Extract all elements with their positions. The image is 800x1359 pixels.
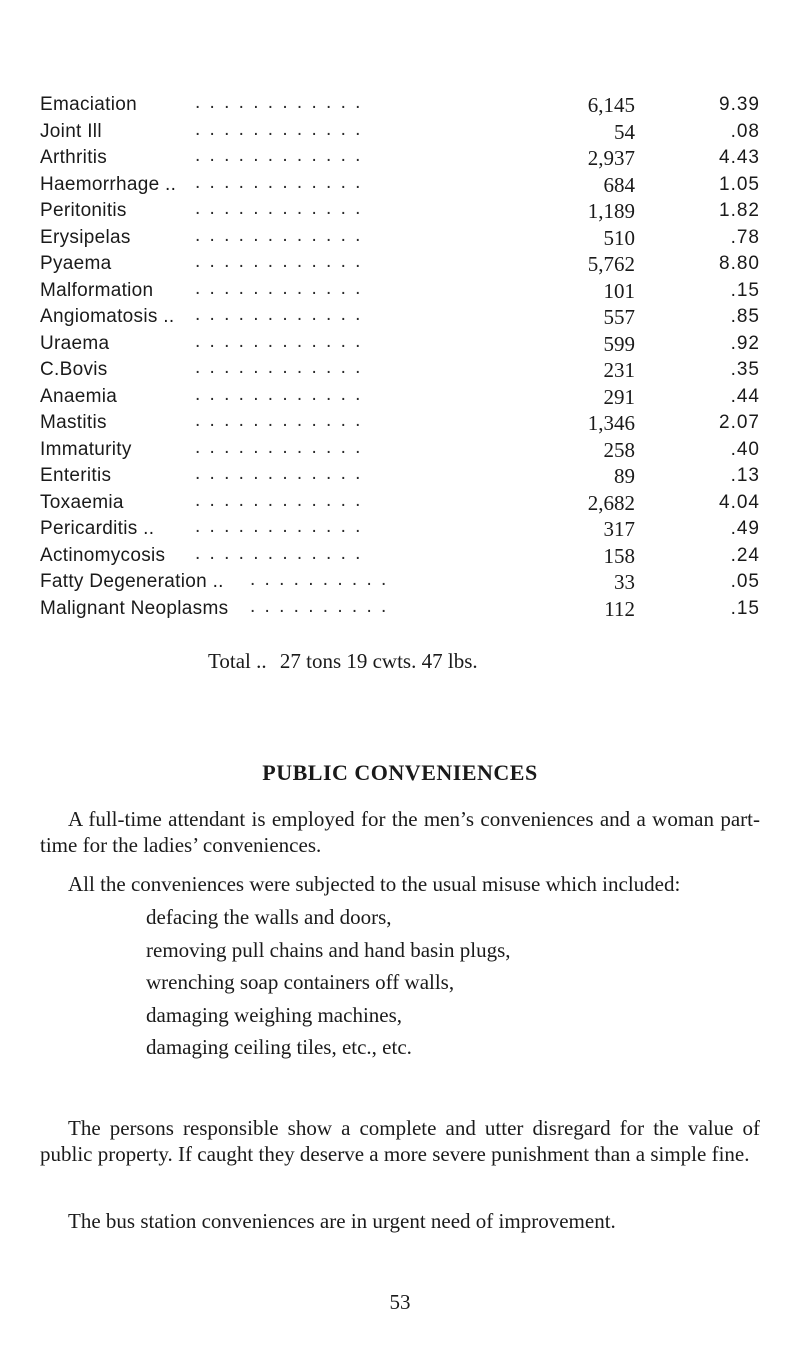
- leader-dots: . . . . . . . . . . . .: [195, 118, 363, 140]
- disease-name: Peritonitis: [40, 200, 127, 221]
- leader-dots: . . . . . . . . . . . .: [195, 198, 363, 219]
- case-percent: .15: [730, 597, 760, 619]
- paragraph-responsibility: The persons responsible show a complete and utter disregard for the value of public property. If caught they deserve a more severe punishment than a simple fine.: [40, 1116, 760, 1166]
- paragraph-bus-station: The bus station conveniences are in urgent need of improvement.: [68, 1209, 616, 1233]
- case-percent: .24: [730, 544, 760, 566]
- case-percent: 8.80: [719, 253, 760, 274]
- case-count: 6,145: [587, 93, 635, 117]
- leader-dots: . . . . . . . . . .: [250, 595, 389, 617]
- disease-name: Uraema: [40, 332, 110, 354]
- disease-name: Immaturity: [40, 438, 132, 460]
- case-percent: .44: [730, 385, 760, 407]
- case-count: 1,346: [587, 411, 635, 435]
- case-percent: 4.04: [719, 491, 760, 513]
- disease-table: [40, 92, 760, 622]
- table-row: [40, 304, 760, 331]
- case-count: 33: [614, 570, 635, 594]
- table-row: [40, 569, 760, 596]
- list-item: damaging ceiling tiles, etc., etc.: [146, 1035, 412, 1059]
- case-percent: .49: [730, 518, 760, 539]
- leader-dots: . . . . . . . . . . . .: [195, 277, 363, 299]
- case-count: 89: [614, 464, 635, 488]
- case-count: 101: [603, 278, 635, 303]
- list-item: damaging weighing machines,: [146, 1002, 403, 1027]
- case-count: 317: [603, 517, 635, 541]
- case-percent: .08: [730, 120, 760, 142]
- disease-name: Joint Ill: [40, 120, 102, 142]
- leader-dots: . . . . . . . . . . . .: [195, 251, 363, 272]
- misuse-list: [146, 901, 511, 1064]
- disease-name: Erysipelas: [40, 226, 131, 248]
- table-row: [40, 596, 760, 623]
- case-percent: 2.07: [719, 412, 760, 433]
- total-row: [208, 649, 486, 674]
- disease-name: Fatty Degeneration ..: [40, 571, 224, 592]
- leader-dots: . . . . . . . . . . . .: [195, 357, 363, 378]
- disease-name: Pyaema: [40, 253, 112, 274]
- table-row: [40, 198, 760, 225]
- case-count: 54: [614, 119, 635, 144]
- table-row: [40, 92, 760, 119]
- case-count: 1,189: [587, 199, 635, 223]
- table-row: [40, 490, 760, 517]
- leader-dots: . . . . . . . . . .: [250, 569, 389, 590]
- case-percent: .15: [730, 279, 760, 301]
- disease-name: Haemorrhage ..: [40, 173, 177, 195]
- leader-dots: . . . . . . . . . . . .: [195, 516, 363, 537]
- case-percent: 9.39: [719, 94, 760, 115]
- disease-name: Emaciation: [40, 94, 137, 115]
- case-percent: .13: [730, 465, 760, 486]
- case-percent: 1.05: [719, 173, 760, 195]
- disease-name: C.Bovis: [40, 359, 108, 380]
- disease-name: Malformation: [40, 279, 154, 301]
- leader-dots: . . . . . . . . . . . .: [195, 145, 363, 166]
- disease-name: Malignant Neoplasms: [40, 597, 229, 619]
- table-row: [40, 172, 760, 199]
- disease-name: Actinomycosis: [40, 544, 166, 566]
- list-item: defacing the walls and doors,: [146, 905, 392, 929]
- case-count: 112: [604, 596, 635, 621]
- disease-name: Mastitis: [40, 412, 107, 433]
- leader-dots: . . . . . . . . . . . .: [195, 436, 363, 458]
- leader-dots: . . . . . . . . . . . .: [195, 92, 363, 113]
- leader-dots: . . . . . . . . . . . .: [195, 304, 363, 325]
- case-count: 5,762: [587, 252, 635, 276]
- disease-name: Arthritis: [40, 147, 108, 168]
- leader-dots: . . . . . . . . . . . .: [195, 410, 363, 431]
- table-row: [40, 119, 760, 146]
- case-count: 684: [603, 172, 635, 197]
- leader-dots: . . . . . . . . . . . .: [195, 489, 363, 511]
- table-row: [40, 543, 760, 570]
- table-row: [40, 384, 760, 411]
- total-value: 27 tons 19 cwts. 47 lbs.: [279, 649, 478, 673]
- case-percent: .78: [730, 226, 760, 248]
- leader-dots: . . . . . . . . . . . .: [195, 224, 363, 246]
- case-percent: .92: [730, 332, 760, 354]
- leader-dots: . . . . . . . . . . . .: [195, 463, 363, 484]
- disease-name: Toxaemia: [40, 491, 124, 513]
- disease-name: Anaemia: [40, 385, 118, 407]
- table-row: [40, 225, 760, 252]
- table-row: [40, 410, 760, 437]
- case-count: 510: [603, 225, 635, 250]
- table-row: [40, 278, 760, 305]
- list-item: removing pull chains and hand basin plugs,: [146, 937, 511, 962]
- disease-name: Enteritis: [40, 465, 112, 486]
- case-percent: .85: [730, 306, 760, 327]
- section-heading: PUBLIC CONVENIENCES: [262, 760, 538, 785]
- case-percent: .35: [730, 359, 760, 380]
- case-percent: .40: [730, 438, 760, 460]
- case-count: 2,937: [587, 146, 635, 170]
- paragraph-misuse-intro: All the conveniences were subjected to the usual misuse which included:: [68, 872, 681, 896]
- case-count: 2,682: [587, 490, 635, 515]
- table-row: [40, 463, 760, 490]
- table-row: [40, 145, 760, 172]
- table-row: [40, 357, 760, 384]
- case-count: 258: [603, 437, 635, 462]
- case-percent: .05: [730, 571, 760, 592]
- case-count: 231: [603, 358, 635, 382]
- table-row: [40, 331, 760, 358]
- paragraph-attendants: A full-time attendant is employed for the men’s conveniences and a woman part-time for the ladies’ conveniences.: [40, 807, 760, 857]
- leader-dots: . . . . . . . . . . . .: [195, 330, 363, 352]
- leader-dots: . . . . . . . . . . . .: [195, 171, 363, 193]
- case-count: 158: [603, 543, 635, 568]
- case-count: 557: [603, 305, 635, 329]
- leader-dots: . . . . . . . . . . . .: [195, 383, 363, 405]
- case-percent: 4.43: [719, 147, 760, 168]
- table-row: [40, 251, 760, 278]
- case-percent: 1.82: [719, 200, 760, 221]
- disease-name: Angiomatosis ..: [40, 306, 175, 327]
- table-row: [40, 516, 760, 543]
- total-label: Total ..: [208, 649, 267, 673]
- page-number: 53: [389, 1290, 411, 1314]
- case-count: 291: [603, 384, 635, 409]
- list-item: wrenching soap containers off walls,: [146, 970, 455, 994]
- leader-dots: . . . . . . . . . . . .: [195, 542, 363, 564]
- table-row: [40, 437, 760, 464]
- case-count: 599: [603, 331, 635, 356]
- disease-name: Pericarditis ..: [40, 518, 155, 539]
